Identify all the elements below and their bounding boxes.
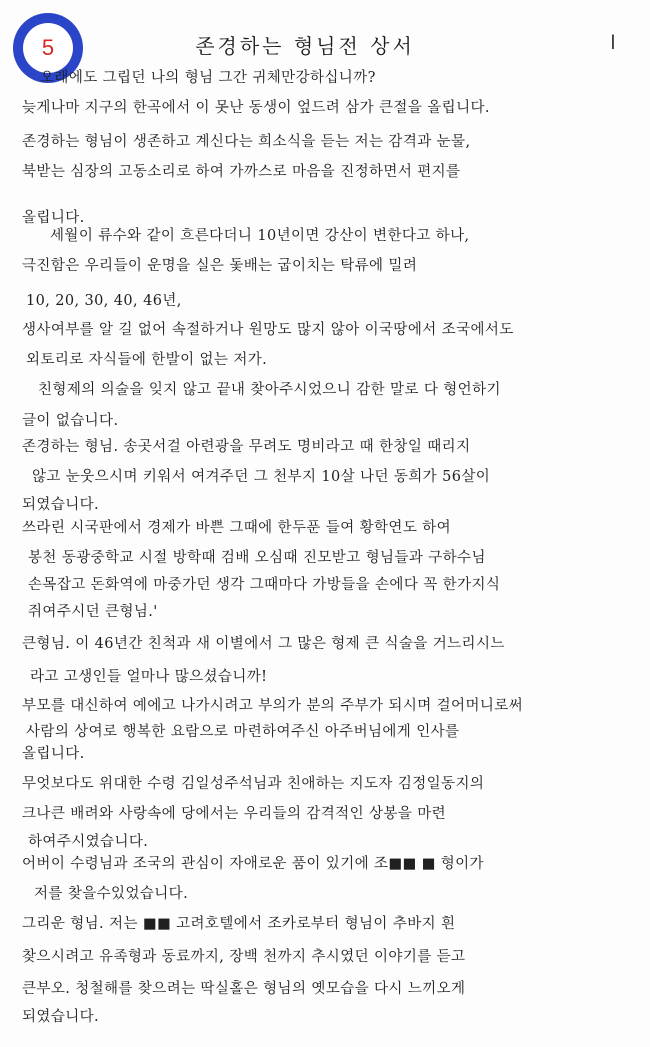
letter-line: 올립니다.	[22, 746, 85, 762]
letter-line: 하여주시였습니다.	[28, 834, 149, 850]
letter-line: 외토리로 자식들에 한발이 없는 저가.	[26, 352, 268, 368]
letter-line: 않고 눈웃으시며 키워서 여겨주던 그 천부지 10살 나던 동희가 56살이	[32, 469, 491, 485]
letter-line: 생사여부를 알 길 없어 속절하거나 원망도 많지 않아 이국땅에서 조국에서도	[22, 322, 514, 338]
letter-line: 크나큰 배려와 사랑속에 당에서는 우리들의 감격적인 상봉을 마련	[22, 806, 447, 822]
letter-line: 큰형님. 이 46년간 친척과 새 이별에서 그 많은 형제 큰 식술을 거느리시느	[22, 636, 505, 652]
letter-line: 찾으시려고 유족형과 동료까지, 장백 천까지 추시였던 이야기를 듣고	[22, 949, 466, 965]
letter-line: 친형제의 의술을 잊지 않고 끝내 찾아주시었으니 감한 말로 다 형언하기	[38, 382, 501, 398]
letter-line: 존경하는 형님. 송곳서걸 아련광을 무려도 명비라고 때 한창일 때리지	[22, 439, 471, 455]
letter-line: 되였습니다.	[22, 497, 100, 513]
page-number: 5	[23, 23, 73, 73]
letter-line: 글이 없습니다.	[22, 413, 119, 429]
letter-line: 사람의 상여로 행복한 요람으로 마련하여주신 아주버님에게 인사를	[26, 724, 460, 740]
letter-line: 세월이 류수와 같이 흐른다더니 10년이면 강산이 변한다고 하나,	[50, 228, 470, 244]
letter-line: 손목잡고 돈화역에 마중가던 생각 그때마다 가방들을 손에다 꼭 한가지식	[28, 577, 501, 593]
corner-mark: ǀ	[610, 30, 616, 54]
letter-line: 부모를 대신하여 예에고 나가시려고 부의가 분의 주부가 되시며 걸어머니로써	[22, 698, 524, 714]
letter-line: 저를 찾을수있었습니다.	[34, 886, 189, 902]
letter-line: 그리운 형님. 저는 ■■ 고려호텔에서 조카로부터 형님이 추바지 흰	[22, 916, 456, 932]
letter-line: 쓰라린 시국판에서 경제가 바쁜 그때에 한두푼 들여 황학연도 하여	[22, 520, 452, 536]
letter-line: 극진함은 우리들이 운명을 실은 돛배는 굽이치는 탁류에 밀려	[22, 258, 418, 274]
letter-title: 존경하는 형님전 상서	[195, 34, 415, 58]
letter-line: 늦게나마 지구의 한곡에서 이 못난 동생이 엎드려 삼가 큰절을 올립니다.	[22, 100, 490, 116]
letter-line: 어버이 수령님과 조국의 관심이 자애로운 품이 있기에 조■■ ■ 형이가	[22, 856, 484, 872]
letter-line: 쥐여주시던 큰형님.'	[28, 604, 158, 620]
letter-line: 10, 20, 30, 40, 46년,	[26, 293, 182, 309]
letter-line: 올립니다.	[22, 210, 85, 226]
letter-line: 봉천 동광중학교 시절 방학때 검배 오심때 진모받고 형님들과 구하수님	[28, 550, 486, 566]
letter-line: 무엇보다도 위대한 수령 김일성주석님과 친애하는 지도자 김정일동지의	[22, 776, 485, 792]
letter-line: 큰부오. 청철해를 찾으려는 딱실홀은 형님의 옛모습을 다시 느끼오게	[22, 981, 466, 997]
letter-line: 존경하는 형님이 생존하고 계신다는 희소식을 듣는 저는 감격과 눈물,	[22, 134, 471, 150]
letter-line: 라고 고생인들 얼마나 많으셨습니까!	[30, 669, 268, 685]
letter-line: 오래에도 그립던 나의 형님 그간 귀체만강하십니까?	[40, 70, 376, 86]
letter-line: 되였습니다.	[22, 1009, 100, 1025]
letter-line: 북받는 심장의 고동소리로 하여 가까스로 마음을 진정하면서 편지를	[22, 164, 461, 180]
